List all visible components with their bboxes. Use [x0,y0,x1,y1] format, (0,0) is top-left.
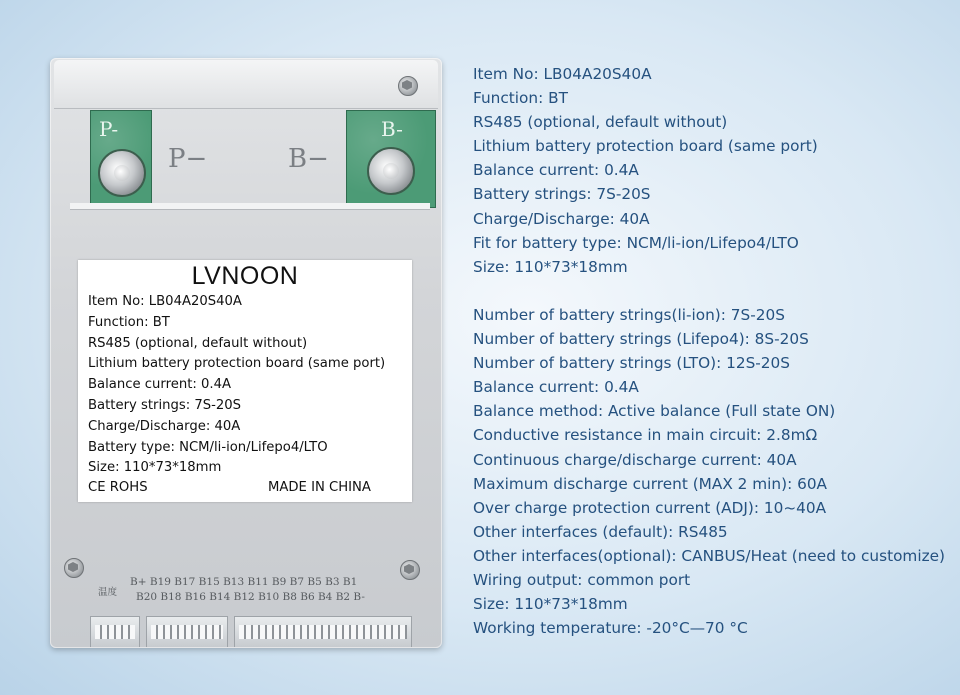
label-cert: CE ROHS [88,480,148,495]
label-line: Battery strings: 7S-20S [88,397,242,413]
product-label-sticker [78,260,412,502]
label-line: Function: BT [88,314,170,330]
spec-line: Other interfaces (default): RS485 [473,522,728,541]
label-line: Item No: LB04A20S40A [88,294,242,309]
spec-line: Balance current: 0.4A [473,161,639,180]
label-footer [88,480,398,495]
label-spec-list [88,292,385,479]
spec-line: Continuous charge/discharge current: 40A [473,450,797,469]
spec-line: Balance current: 0.4A [473,378,639,397]
pcb-window-left [90,110,152,208]
spec-line: Charge/Discharge: 40A [473,209,650,228]
spec-line: Fit for battery type: NCM/li-ion/Lifepo4/LTO [473,233,799,252]
spec-line: Over charge protection current (ADJ): 10~40A [473,498,827,517]
spec-line: Number of battery strings (LTO): 12S-20S [473,354,790,373]
screw-icon-bottom-right [400,560,420,580]
label-line: Balance current: 0.4A [88,377,231,393]
label-line: RS485 (optional, default without) [88,335,308,351]
screw-icon-bottom-left [64,558,84,578]
case-top-cap [54,60,438,109]
pcb-label-b-minus: B- [381,117,403,141]
terminal-b-minus [367,147,415,195]
connector-3 [234,616,412,647]
spec-line: Number of battery strings (Lifepo4): 8S-20S [473,330,809,349]
label-brand: LVNOON [191,262,299,290]
spec-line: Working temperature: -20°C—70 °C [473,619,748,638]
terminal-p-minus [98,149,146,197]
spec-line: Conductive resistance in main circuit: 2.8mΩ [473,426,818,445]
spec-list-detailed [473,303,945,640]
spec-line: Number of battery strings(li-ion): 7S-20S [473,306,785,324]
label-line: Charge/Discharge: 40A [88,418,241,434]
temp-label: 温度 [98,587,118,598]
bms-board-photo [50,58,442,648]
pcb-label-p-minus: P- [99,117,119,141]
spec-line: Balance method: Active balance (Full state ON) [473,402,836,421]
spec-line: Battery strings: 7S-20S [473,185,651,204]
case-shelf [70,203,430,210]
case-mark-b-minus: B− [288,144,329,174]
label-line: Battery type: NCM/li-ion/Lifepo4/LTO [88,439,328,455]
spec-line: Item No: LB04A20S40A [473,65,652,83]
pcb-window-right [346,110,436,208]
spec-line: Size: 110*73*18mm [473,595,628,614]
label-line: Size: 110*73*18mm [88,460,222,476]
spec-line: RS485 (optional, default without) [473,113,728,132]
connector-1 [90,616,140,647]
spec-line: Function: BT [473,89,568,108]
spec-line: Wiring output: common port [473,571,691,590]
label-line: Lithium battery protection board (same port) [88,356,386,372]
connector-2 [146,616,228,647]
spec-line: Maximum discharge current (MAX 2 min): 60A [473,474,828,493]
spec-list-primary [473,62,818,279]
pin-labels-top: B+ B19 B17 B15 B13 B11 B9 B7 B5 B3 B1 [130,576,358,588]
label-origin: MADE IN CHINA [268,480,371,495]
screw-icon-top-right [398,76,418,96]
spec-line: Other interfaces(optional): CANBUS/Heat (need to customize) [473,546,945,565]
spec-line: Size: 110*73*18mm [473,257,628,276]
pin-labels-bottom: B20 B18 B16 B14 B12 B10 B8 B6 B4 B2 B- [136,591,365,603]
spec-line: Lithium battery protection board (same port) [473,137,818,156]
case-mark-p-minus: P− [168,144,208,174]
